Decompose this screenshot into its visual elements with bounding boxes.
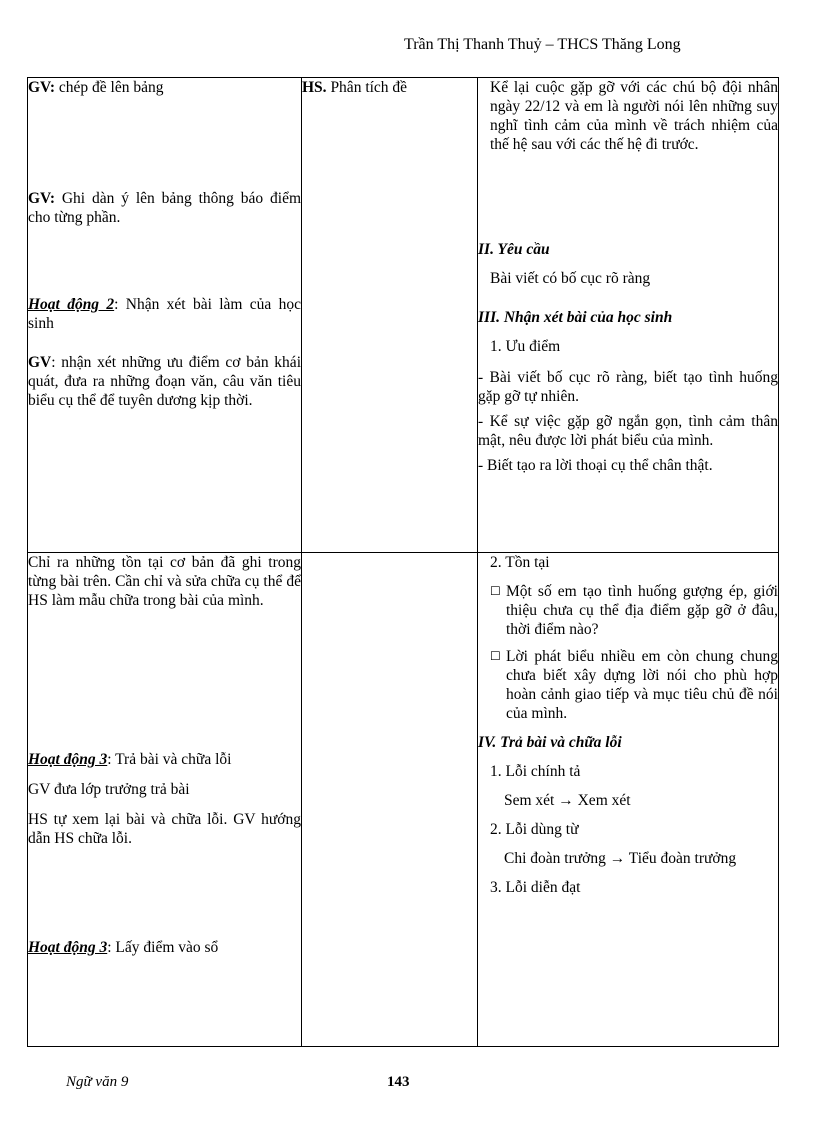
section-4-item-2-example: Chi đoàn trưởng → Tiểu đoàn trưởng xyxy=(504,850,737,867)
gv-instruction-3: : nhận xét những ưu điểm cơ bản khái quát, đưa ra những đoạn văn, câu văn tiêu biểu cụ thể để tuyên dương kịp thời. xyxy=(28,354,301,409)
gv-label: GV: xyxy=(28,190,55,207)
bullet-text-2: Lời phát biểu nhiều em còn chung chung chưa biết xây dựng lời nói cho phù hợp hoàn cảnh giao tiếp và mục tiêu chủ đề nói của mình. xyxy=(506,648,778,722)
gv-label: GV: xyxy=(28,79,55,96)
section-4-item-1-example: Sem xét → Xem xét xyxy=(504,792,631,809)
section-4-item-2: 2. Lỗi dùng từ xyxy=(490,821,579,838)
student-activity-cell xyxy=(302,78,478,553)
content-cell xyxy=(478,553,779,1047)
teacher-activity-cell xyxy=(28,78,302,553)
activity-3-text: : Trả bài và chữa lỗi xyxy=(107,751,232,768)
section-2-text: Bài viết có bố cục rõ ràng xyxy=(490,270,651,287)
activity-2-heading: Hoạt động 2 xyxy=(28,296,115,313)
activity-2-text: : Nhận xét bài làm của học sinh xyxy=(28,296,301,332)
essay-topic: Kể lại cuộc gặp gỡ với các chú bộ đội nhân ngày 22/12 và em là người nói lên những suy nghĩ tình cảm của mình về trách nhiệm của thế hệ sau với các thế hệ đi trước. xyxy=(490,79,778,153)
gv-label: GV xyxy=(28,354,52,371)
section-4-item-3: 3. Lỗi diễn đạt xyxy=(490,879,581,896)
activity-3-heading: Hoạt động 3 xyxy=(28,751,108,768)
table-row xyxy=(28,553,779,1047)
teacher-activity-cell xyxy=(28,553,302,1047)
footer-subject: Ngữ văn 9 xyxy=(66,1074,129,1090)
checkbox-bullet-icon: ☐ xyxy=(490,649,501,663)
section-3-point-2: - Kể sự việc gặp gỡ ngắn gọn, tình cảm thân mật, nêu được lời phát biểu của mình. xyxy=(478,413,778,449)
page-number: 143 xyxy=(387,1074,410,1090)
content-cell xyxy=(478,78,779,553)
student-activity-cell xyxy=(302,553,478,1047)
bullet-item xyxy=(478,647,778,723)
section-3-item-2: 2. Tồn tại xyxy=(490,554,550,571)
checkbox-bullet-icon: ☐ xyxy=(490,584,501,598)
page-header-author: Trần Thị Thanh Thuỷ – THCS Thăng Long xyxy=(404,36,681,53)
section-4-title: IV. Trả bài và chữa lỗi xyxy=(478,734,622,751)
lesson-table xyxy=(27,77,779,1047)
activity-3b-text: : Lấy điểm vào sổ xyxy=(107,939,219,956)
hs-activity: Phân tích đề xyxy=(326,79,408,96)
hs-label: HS. xyxy=(302,79,327,96)
section-3-point-3: - Biết tạo ra lời thoại cụ thể chân thật. xyxy=(478,457,713,474)
gv-instruction-1: chép đề lên bảng xyxy=(55,79,164,96)
section-3-title: III. Nhận xét bài của học sinh xyxy=(478,309,673,326)
gv-instruction-4: Chỉ ra những tồn tại cơ bản đã ghi trong từng bài trên. Cần chỉ và sửa chữa cụ thể để HS làm mẫu chữa trong bài của mình. xyxy=(28,554,301,609)
table-row xyxy=(28,78,779,553)
activity-3b-heading: Hoạt động 3 xyxy=(28,939,108,956)
section-2-title: II. Yêu cầu xyxy=(478,241,550,258)
bullet-text-1: Một số em tạo tình huống gượng ép, giới thiệu chưa cụ thể địa điểm gặp gỡ ở đâu, thời điểm nào? xyxy=(506,583,778,638)
section-3-point-1: - Bài viết bố cục rõ ràng, biết tạo tình huống gặp gỡ tự nhiên. xyxy=(478,369,778,405)
section-4-item-1: 1. Lỗi chính tả xyxy=(490,763,581,780)
gv-instruction-2: Ghi dàn ý lên bảng thông báo điểm cho từng phần. xyxy=(28,190,301,226)
hs-instruction: HS tự xem lại bài và chữa lỗi. GV hướng dẫn HS chữa lỗi. xyxy=(28,811,301,847)
section-3-item-1: 1. Ưu điểm xyxy=(490,338,561,355)
bullet-item xyxy=(478,582,778,639)
gv-instruction-5: GV đưa lớp trưởng trả bài xyxy=(28,781,190,798)
